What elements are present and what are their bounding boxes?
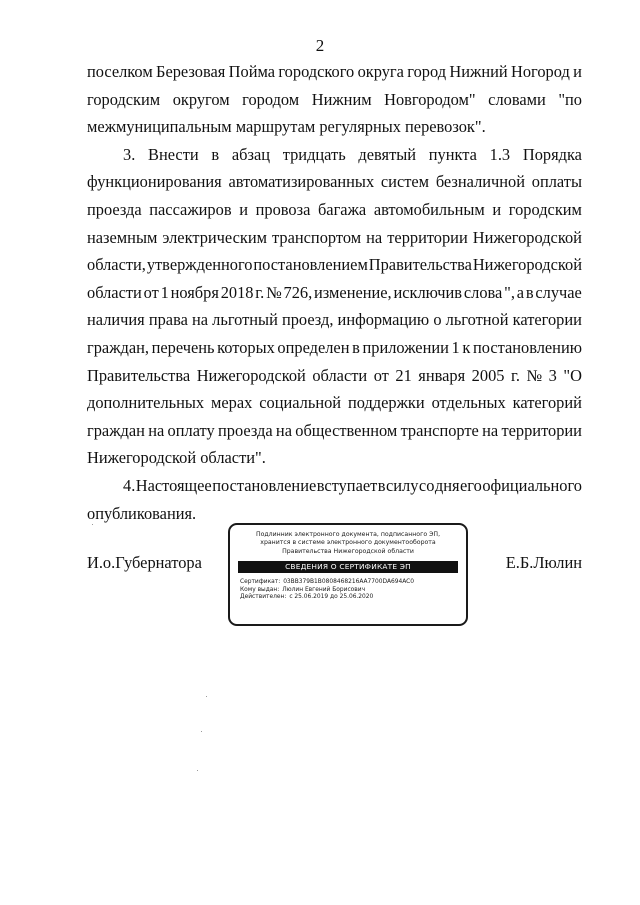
issued-to-value: Люлин Евгений Борисович — [282, 586, 366, 593]
word: со — [418, 475, 435, 495]
word: г. — [255, 282, 265, 302]
word: области — [312, 365, 368, 385]
word: Порядка — [522, 144, 582, 164]
word: области — [87, 282, 142, 302]
word: перечень — [151, 337, 215, 357]
word: пассажиров — [149, 199, 232, 219]
word: постановление — [212, 475, 317, 495]
word: № — [266, 282, 282, 302]
word: городом — [242, 89, 300, 109]
stamp-header — [230, 531, 466, 556]
word: в — [377, 475, 386, 495]
stamp-details — [240, 579, 466, 602]
word: поселком — [87, 62, 153, 81]
word: дополнительных — [87, 393, 205, 413]
text-line — [87, 58, 582, 86]
word: льготной — [445, 310, 509, 330]
word: 726, — [283, 282, 313, 302]
word: Нижегородской — [196, 365, 306, 385]
word: 21 — [395, 365, 412, 385]
word: округом — [172, 89, 230, 109]
word: город — [407, 62, 447, 81]
word: Нижний — [449, 62, 508, 81]
word: и — [239, 199, 248, 219]
word: территории — [501, 420, 582, 440]
word: 2018 — [220, 282, 254, 302]
word: пункта — [428, 144, 477, 164]
word: граждан — [87, 420, 145, 440]
word: вступает — [316, 475, 378, 495]
word: девятый — [358, 144, 417, 164]
certificate-label: Сертификат: — [240, 579, 281, 586]
word: систем — [380, 172, 430, 192]
word: приложении — [362, 337, 449, 357]
word: и — [492, 199, 502, 219]
text-line — [87, 168, 582, 196]
text-line — [87, 86, 582, 114]
word: 4. — [123, 475, 136, 495]
word: "по — [558, 89, 582, 109]
word: Нижегородской — [472, 255, 582, 275]
text-line — [87, 113, 582, 141]
certificate-value: 03BB379B1B0808468216AA7700DA694AC0 — [283, 579, 415, 586]
text-line — [87, 279, 582, 307]
word: проезд, — [281, 310, 334, 330]
text-line — [87, 417, 582, 445]
word: оплату — [167, 420, 215, 440]
word: силу — [386, 475, 419, 495]
word: дня — [434, 475, 460, 495]
word: постановлению — [472, 337, 582, 357]
word: Березовая — [156, 62, 226, 81]
word: 3 — [548, 365, 557, 385]
word: Пойма — [228, 62, 276, 81]
word: Настоящее — [135, 475, 212, 495]
word: на — [482, 420, 499, 440]
word: проезда — [87, 199, 142, 219]
word: Внести — [148, 144, 199, 164]
word: от — [373, 365, 389, 385]
word: транспортом — [272, 227, 362, 247]
word: Нижним — [311, 89, 372, 109]
validity-label: Действителен: — [240, 594, 287, 601]
word: мерах — [211, 393, 253, 413]
word: случае — [535, 282, 582, 302]
word: автоматизированных — [228, 172, 375, 192]
word: утвержденного — [146, 255, 253, 275]
text-line — [87, 196, 582, 224]
word: Правительства — [87, 365, 191, 385]
text-line — [87, 389, 582, 417]
word: электрическим — [162, 227, 267, 247]
page-number: 2 — [315, 36, 325, 55]
word: и — [573, 62, 582, 81]
word: багажа — [317, 199, 367, 219]
scan-speck — [201, 731, 202, 732]
word: ноября — [170, 282, 219, 302]
word: безналичной — [435, 172, 526, 192]
word: 1.3 — [489, 144, 511, 164]
word: исключив — [393, 282, 463, 302]
word: округа — [357, 62, 404, 81]
electronic-signature-stamp — [228, 523, 468, 626]
word: области, — [87, 255, 146, 275]
word: в — [352, 337, 360, 357]
word: постановлением — [253, 255, 368, 275]
word: официального — [482, 475, 582, 495]
word: Правительства — [368, 255, 472, 275]
word: оплаты — [531, 172, 582, 192]
word: определен — [277, 337, 350, 357]
word: в — [211, 144, 220, 164]
word: Нижегородской — [472, 227, 582, 247]
word: отдельных — [431, 393, 506, 413]
document-body — [87, 58, 582, 527]
scan-speck — [197, 770, 198, 771]
text-line — [87, 306, 582, 334]
word: наличия — [87, 310, 145, 330]
word: Новгородом" — [384, 89, 476, 109]
stamp-certificate-title: СВЕДЕНИЯ О СЕРТИФИКАТЕ ЭП — [238, 561, 458, 573]
word: о — [433, 310, 442, 330]
word: г. — [510, 365, 520, 385]
word: социальной — [259, 393, 342, 413]
stamp-header-line: Подлинник электронного документа, подписанного ЭП, — [255, 531, 441, 538]
word: его — [460, 475, 482, 495]
word: января — [418, 365, 466, 385]
word: ", — [504, 282, 515, 302]
word: "О — [563, 365, 582, 385]
word: а — [516, 282, 525, 302]
text-line — [87, 472, 582, 500]
text-line — [87, 251, 582, 279]
word: к — [462, 337, 471, 357]
word: наземным — [87, 227, 158, 247]
word: Ногород — [511, 62, 570, 81]
word: льготный — [212, 310, 278, 330]
word: категории — [512, 310, 582, 330]
text-line — [87, 141, 582, 169]
word: территории — [387, 227, 468, 247]
word: 3. — [123, 144, 136, 164]
word: провоза — [255, 199, 311, 219]
word: проезда — [217, 420, 273, 440]
word: межмуниципальным маршрутам регулярных перевозок". — [87, 117, 486, 137]
word: которых — [217, 337, 275, 357]
word: на — [275, 420, 292, 440]
word: изменение, — [314, 282, 392, 302]
word: транспорте — [400, 420, 479, 440]
word: на — [192, 310, 209, 330]
word: граждан, — [87, 337, 150, 357]
text-line — [87, 362, 582, 390]
word: городского — [278, 62, 355, 81]
text-line — [87, 444, 582, 472]
word: информацию — [337, 310, 430, 330]
issued-to-label: Кому выдан: — [240, 586, 280, 593]
word: городским — [87, 89, 161, 109]
word: 2005 — [471, 365, 505, 385]
word: категорий — [512, 393, 582, 413]
word: абзац — [231, 144, 270, 164]
word: поддержки — [347, 393, 425, 413]
word: № — [526, 365, 543, 385]
scan-speck — [92, 524, 93, 525]
text-line — [87, 224, 582, 252]
stamp-validity-row — [240, 594, 466, 602]
word: словами — [488, 89, 546, 109]
stamp-header-line: хранится в системе электронного документооборота — [260, 539, 436, 547]
word: в — [525, 282, 534, 302]
validity-value: с 25.06.2019 до 25.06.2020 — [289, 594, 374, 601]
stamp-certificate-row — [240, 579, 466, 587]
word: 1 — [451, 337, 460, 357]
word: городским — [508, 199, 582, 219]
word: тридцать — [282, 144, 346, 164]
word: от — [143, 282, 159, 302]
word: на — [366, 227, 383, 247]
signer-position: И.о.Губернатора — [87, 553, 202, 572]
word: автомобильным — [373, 199, 485, 219]
word: общественном — [295, 420, 398, 440]
scan-speck — [206, 696, 207, 697]
word: опубликования. — [87, 503, 197, 523]
signer-name: Е.Б.Люлин — [505, 553, 582, 572]
stamp-header-line: Правительства Нижегородской области — [282, 547, 414, 555]
word: на — [148, 420, 165, 440]
word: 1 — [160, 282, 169, 302]
word: функционирования — [87, 172, 222, 192]
word: Нижегородской области". — [87, 448, 266, 468]
word: слова — [463, 282, 503, 302]
text-line — [87, 334, 582, 362]
word: права — [148, 310, 188, 330]
